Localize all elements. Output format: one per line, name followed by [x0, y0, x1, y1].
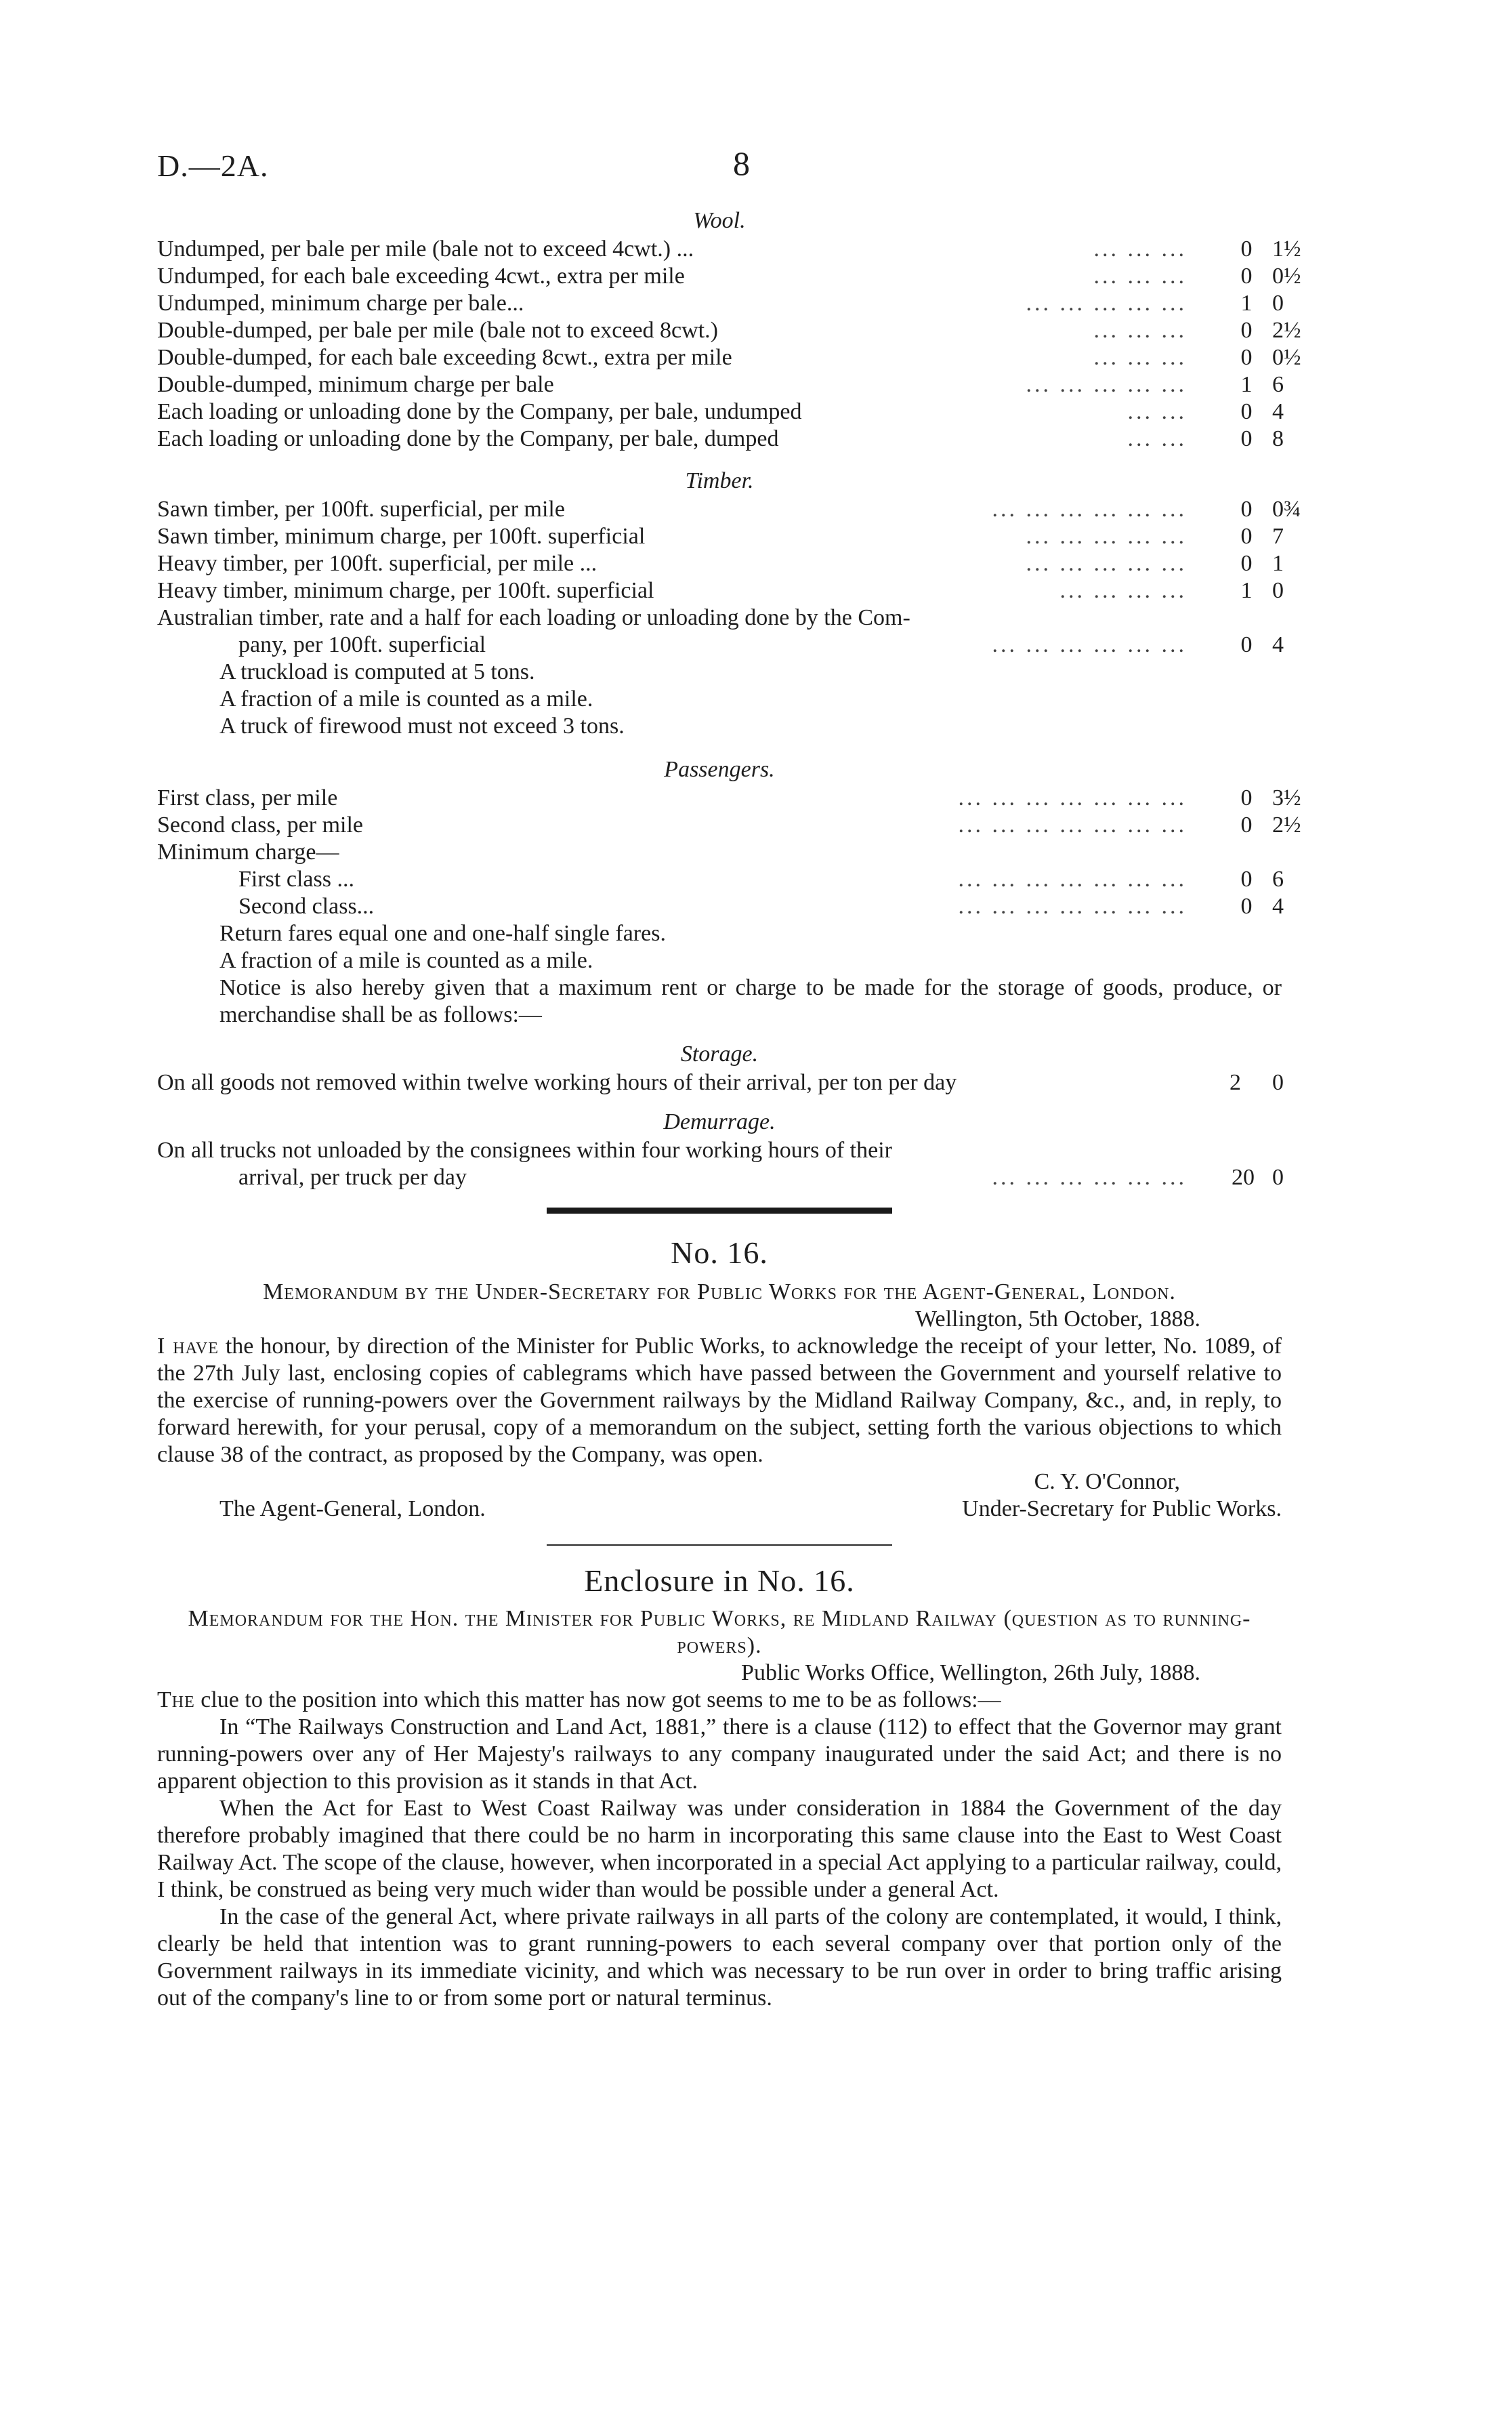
- australian-timber-line-2: pany, per 100ft. superficial ... ... ... ... ... ... 0 4: [238, 632, 1284, 657]
- demurrage-line-2: arrival, per truck per day ... ... ... ... ... ... 20 0: [238, 1165, 1284, 1190]
- shillings-value: 0: [1240, 264, 1253, 289]
- leader-dots: ... ... ...: [1093, 264, 1187, 289]
- no16-signature: C. Y. O'Connor,: [1034, 1469, 1180, 1494]
- minimum-charge-list: [157, 866, 1282, 920]
- pence-value: 0: [1272, 291, 1284, 316]
- section-title-storage: Storage.: [680, 1042, 759, 1067]
- shillings-value: 0: [1240, 894, 1253, 919]
- pence-value: 6: [1272, 867, 1284, 892]
- leader-dots: ... ... ... ... ... ... ...: [958, 867, 1187, 892]
- shillings-value: 1: [1240, 291, 1253, 316]
- shillings-value: 1: [1240, 578, 1253, 603]
- rate-row: [157, 317, 1301, 344]
- timber-note-3: A truck of firewood must not exceed 3 tons.: [219, 714, 625, 739]
- rate-label: Sawn timber, minimum charge, per 100ft. superficial: [157, 524, 646, 549]
- shillings-value: 0: [1240, 345, 1253, 370]
- rate-row: [157, 290, 1282, 317]
- timber-rates-list: [157, 496, 1301, 604]
- rate-label: Double-dumped, minimum charge per bale: [157, 372, 554, 397]
- wool-rates-list: [157, 236, 1301, 453]
- rate-row: [157, 496, 1301, 523]
- leader-dots: ... ... ... ... ... ... ...: [958, 812, 1187, 838]
- rate-row: [157, 523, 1282, 550]
- rate-label: Sawn timber, per 100ft. superficial, per mile: [157, 497, 565, 522]
- pence-value: 2½: [1272, 812, 1301, 838]
- no16-body: I have the honour, by direction of the Minister for Public Works, to acknowledge the receipt of your letter, No. 1089, of the 27th July last, enclosing copies of cablegrams which have passed between the Government and yourself relative to the exercise of running-powers over the Government railways by the Midland Railway Company, &c., and, in reply, to forward herewith, for your perusal, copy of a memorandum on the subject, setting forth the various objections to which clause 38 of the contract, as proposed by the Company, was open.: [157, 1334, 1282, 1467]
- rate-label: Second class, per mile: [157, 812, 364, 838]
- shillings-value: 0: [1240, 551, 1253, 576]
- shillings-value: 0: [1240, 497, 1253, 522]
- rate-label: Heavy timber, minimum charge, per 100ft. superficial: [157, 578, 654, 603]
- shillings-value: 0: [1240, 426, 1253, 451]
- enclosure-paragraph-3: In the case of the general Act, where private railways in all parts of the colony are contemplated, it would, I think, clearly be held that intention was to grant running-powers to each several company over that portion only of the Government railways in its immediate vicinity, and which was necessary to be run over in order to bring traffic arising out of the company's line to or from some port or natural terminus.: [157, 1904, 1282, 2011]
- enclosure-opening: The: [157, 1687, 195, 1712]
- demurrage-line-1: On all trucks not unloaded by the consignees within four working hours of their: [157, 1138, 892, 1163]
- pence-value: 0¾: [1272, 497, 1301, 522]
- leader-dots: ... ... ...: [1093, 345, 1187, 370]
- no16-opening: I have: [157, 1334, 219, 1359]
- shillings-value: 0: [1240, 318, 1253, 343]
- rate-row: [157, 550, 1282, 577]
- pence-value: 1: [1272, 551, 1284, 576]
- pence-value: 0½: [1272, 345, 1301, 370]
- rate-label: Undumped, for each bale exceeding 4cwt., extra per mile: [157, 264, 685, 289]
- rate-label: Second class...: [238, 894, 375, 919]
- leader-dots: ... ... ... ...: [1059, 578, 1187, 603]
- leader-dots: ... ... ...: [1093, 236, 1187, 262]
- pence-value: 7: [1272, 524, 1284, 549]
- section-divider-thin: [547, 1544, 892, 1546]
- page-number: 8: [733, 144, 750, 182]
- leader-dots: ... ... ... ... ... ...: [992, 497, 1187, 522]
- enclosure-place-date: Public Works Office, Wellington, 26th July, 1888.: [741, 1660, 1200, 1685]
- rate-row: [157, 398, 1282, 426]
- pence-value: 3½: [1272, 785, 1301, 810]
- enclosure-memo-heading: Memorandum for the Hon. the Minister for Public Works, re Midland Railway (question as to running-powers).: [188, 1606, 1251, 1658]
- pence-value: 4: [1272, 399, 1284, 424]
- rate-row: [157, 866, 1282, 893]
- leader-dots: ... ... ... ... ...: [1026, 524, 1187, 549]
- rate-label: Undumped, per bale per mile (bale not to exceed 4cwt.) ...: [157, 236, 694, 262]
- shillings-value: 0: [1240, 236, 1253, 262]
- rate-label: Heavy timber, per 100ft. superficial, per mile ...: [157, 551, 597, 576]
- section-divider-thick: [547, 1208, 892, 1214]
- storage-rate-row: On all goods not removed within twelve working hours of their arrival, per ton per day 2 0: [157, 1070, 1284, 1095]
- rate-label: Each loading or unloading done by the Company, per bale, dumped: [157, 426, 779, 451]
- no16-addressee: The Agent-General, London.: [219, 1496, 486, 1521]
- rate-label: Double-dumped, per bale per mile (bale not to exceed 8cwt.): [157, 318, 718, 343]
- passenger-fares-list: [157, 785, 1301, 839]
- rate-row: [157, 893, 1282, 920]
- minimum-charge-label: Minimum charge—: [157, 840, 339, 865]
- rate-row: [157, 785, 1301, 812]
- leader-dots: ... ... ...: [1093, 318, 1187, 343]
- pence-value: 1½: [1272, 236, 1301, 262]
- pence-value: 0½: [1272, 264, 1301, 289]
- passenger-note-2: A fraction of a mile is counted as a mile.: [219, 948, 593, 973]
- no16-signoff: [157, 1496, 1282, 1525]
- shillings-value: 0: [1240, 812, 1253, 838]
- section-title-wool: Wool.: [693, 208, 746, 233]
- leader-dots: ... ... ... ... ... ... ...: [958, 785, 1187, 810]
- shillings-value: 0: [1240, 785, 1253, 810]
- timber-note-2: A fraction of a mile is counted as a mile.: [219, 686, 593, 712]
- timber-note-1: A truckload is computed at 5 tons.: [219, 659, 535, 684]
- no16-signatory-title: Under-Secretary for Public Works.: [962, 1496, 1282, 1521]
- pence-value: 8: [1272, 426, 1284, 451]
- section-title-timber: Timber.: [685, 468, 754, 493]
- leader-dots: ... ...: [1127, 426, 1187, 451]
- leader-dots: ... ... ... ... ...: [1026, 372, 1187, 397]
- enclosure-intro: The clue to the position into which this matter has now got seems to me to be as follows:—: [157, 1687, 1001, 1712]
- rate-row: [157, 236, 1301, 263]
- leader-dots: ... ... ... ... ... ... ...: [958, 894, 1187, 919]
- rate-label: Undumped, minimum charge per bale...: [157, 291, 524, 316]
- shillings-value: 0: [1240, 399, 1253, 424]
- no16-memo-heading: Memorandum by the Under-Secretary for Public Works for the Agent-General, London.: [263, 1279, 1176, 1304]
- rate-row: [157, 426, 1282, 453]
- storage-notice: Notice is also hereby given that a maximum rent or charge to be made for the storage of goods, produce, or merchandise shall be as follows:—: [219, 975, 1282, 1027]
- no16-place-date: Wellington, 5th October, 1888.: [915, 1306, 1200, 1332]
- shillings-value: 0: [1240, 524, 1253, 549]
- leader-dots: ... ... ... ... ...: [1026, 551, 1187, 576]
- pence-value: 0: [1272, 578, 1284, 603]
- section-title-demurrage: Demurrage.: [663, 1109, 776, 1134]
- passenger-note-1: Return fares equal one and one-half single fares.: [219, 921, 666, 946]
- rate-label: Double-dumped, for each bale exceeding 8cwt., extra per mile: [157, 345, 732, 370]
- rate-row: [157, 812, 1301, 839]
- pence-value: 2½: [1272, 318, 1301, 343]
- rate-label: Each loading or unloading done by the Company, per bale, undumped: [157, 399, 802, 424]
- rate-label: First class, per mile: [157, 785, 338, 810]
- rate-row: [157, 263, 1301, 290]
- enclosure-paragraph-2: When the Act for East to West Coast Railway was under consideration in 1884 the Government of the day therefore probably imagined that there could be no harm in incorporating this same clause into the East to West Coast Railway Act. The scope of the clause, however, when incorporated in a special Act applying to a particular railway, could, I think, be construed as being very much wider than would be possible under a general Act.: [157, 1796, 1282, 1902]
- enclosure-title: Enclosure in No. 16.: [584, 1563, 855, 1598]
- rate-row: [157, 371, 1282, 398]
- leader-dots: ... ... ... ... ...: [1026, 291, 1187, 316]
- rate-label: First class ...: [238, 867, 354, 892]
- shillings-value: 0: [1240, 867, 1253, 892]
- pence-value: 6: [1272, 372, 1284, 397]
- rate-row: [157, 344, 1301, 371]
- enclosure-paragraph-1: In “The Railways Construction and Land Act, 1881,” there is a clause (112) to effect that the Governor may grant running-powers over any of Her Majesty's railways to any company inaugurated under the said Act; and there is no apparent objection to this provision as it stands in that Act.: [157, 1714, 1282, 1794]
- pence-value: 4: [1272, 894, 1284, 919]
- no16-title: No. 16.: [671, 1235, 768, 1270]
- shillings-value: 1: [1240, 372, 1253, 397]
- section-title-passengers: Passengers.: [664, 757, 775, 782]
- leader-dots: ... ...: [1127, 399, 1187, 424]
- page-header: [157, 136, 1282, 197]
- document-page: [157, 136, 1301, 2012]
- rate-row: [157, 577, 1282, 604]
- australian-timber-line-1: Australian timber, rate and a half for each loading or unloading done by the Com-: [157, 605, 910, 630]
- document-reference: D.—2A.: [157, 148, 269, 183]
